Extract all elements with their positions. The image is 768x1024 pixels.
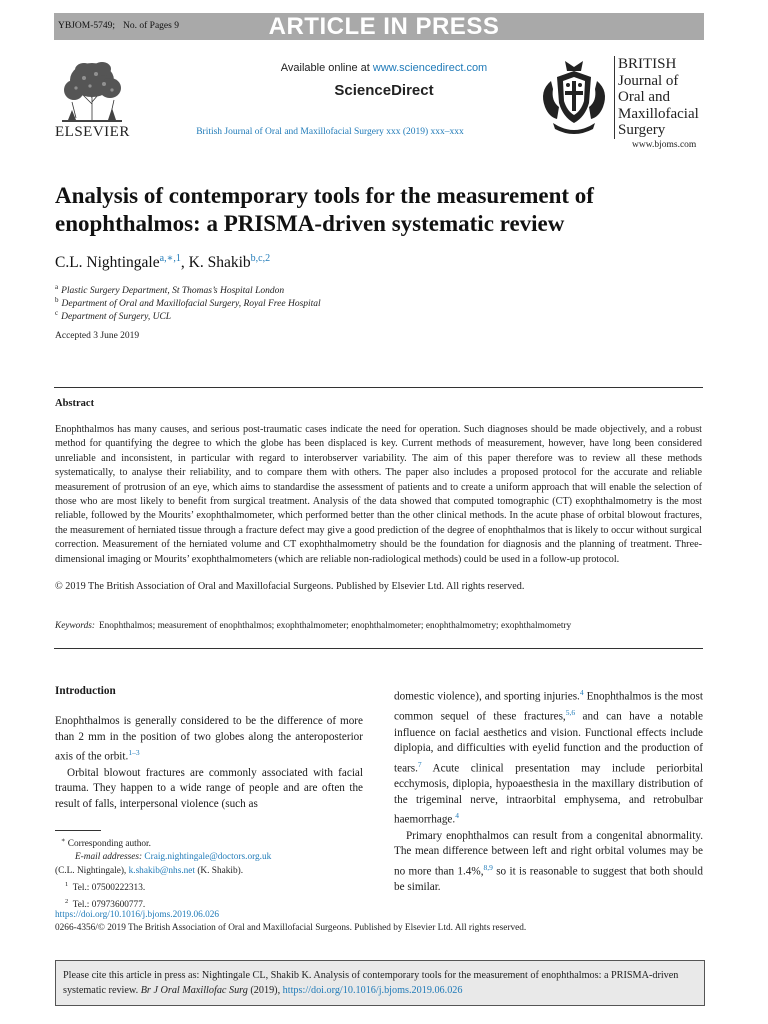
issn-copyright: 0266-4356/© 2019 The British Association of Oral and Maxillofacial Surgeons. Published by Elsevier Ltd. All rights reserved. [55, 923, 527, 933]
footnote-tel [55, 878, 375, 895]
footnote-emails-cont [55, 865, 375, 878]
footnote-corresponding [55, 834, 375, 851]
body-column-left [55, 714, 363, 812]
article-title: Analysis of contemporary tools for the measurement of enophthalmos: a PRISMA-driven systematic review [55, 183, 594, 236]
paragraph [394, 829, 703, 896]
keywords [55, 621, 705, 631]
manuscript-id: YBJOM-5749; [58, 21, 116, 31]
citation-ref[interactable]: 7 [417, 759, 422, 769]
paragraph-text: Primary enophthalmos can result from a congenital abnormality. The mean difference between left and right orbital volumes may be no more than 1.4%, [394, 829, 703, 878]
cite-prefix: Please cite this article in press as: Nightingale CL, Shakib K. Analysis of contemporary tools for the measurement of enophthalmos: a PRISMA-driven systematic review. [63, 970, 679, 996]
paragraph [55, 714, 363, 766]
citation-ref[interactable]: 4 [579, 688, 584, 697]
paragraph-text: so it is reasonable to suggest that both should be similar. [394, 865, 703, 894]
footnote-mark: 2 [65, 898, 69, 905]
footnote-mark: ∗ [61, 837, 66, 844]
footnote-text: Tel.: 07973600777. [72, 900, 146, 911]
page-count: No. of Pages 9 [123, 21, 179, 31]
section-heading-introduction: Introduction [55, 685, 116, 697]
email-owner: (C.L. Nightingale), [55, 865, 127, 876]
cite-this-article-text [63, 969, 699, 998]
author-name: C.L. Nightingale [55, 254, 160, 272]
journal-name-line: Oral and [618, 89, 671, 105]
journal-name-line: Surgery [618, 122, 666, 138]
footnote-rule [55, 830, 101, 831]
divider [54, 387, 703, 388]
journal-name-line: Maxillofacial [618, 105, 699, 122]
cite-journal: Br J Oral Maxillofac Surg [140, 984, 248, 996]
email-link[interactable]: k.shakib@nhs.net [128, 865, 195, 876]
banner-title: ARTICLE IN PRESS [268, 13, 500, 40]
email-label: E-mail addresses: [75, 852, 143, 863]
accepted-date: Accepted 3 June 2019 [55, 331, 140, 341]
divider [54, 648, 703, 649]
citation-ref[interactable]: 4 [455, 811, 459, 821]
journal-name-line: Journal of [618, 72, 679, 89]
bjoms-crest-logo [537, 57, 611, 137]
affiliation-mark: c [55, 309, 59, 317]
paragraph-text: Enophthalmos is the most common sequel of these fractures, [394, 690, 703, 724]
citation-ref[interactable]: 8,9 [483, 862, 493, 872]
sciencedirect-link[interactable]: www.sciencedirect.com [372, 62, 488, 74]
author-affiliation-marks[interactable]: b,c,2 [250, 253, 271, 264]
author-name: K. Shakib [188, 254, 251, 272]
paragraph-text: Acute clinical presentation may include periorbital ecchymosis, diplopia, hypoaesthesia in the maxillary distribution of the trigeminal nerve, intraorbital emphysema, and retrobulbar haemorrhage. [394, 762, 703, 827]
footnotes [55, 834, 375, 912]
paragraph-text: Enophthalmos is generally considered to be the difference of more than 2 mm in the position of two globes along the anteroposterior axis of the orbit. [55, 715, 363, 763]
journal-url: www.bjoms.com [632, 140, 697, 150]
footnote-emails [55, 851, 375, 864]
citation-ref[interactable]: 1–3 [128, 748, 140, 758]
abstract-copyright: © 2019 The British Association of Oral and Maxillofacial Surgeons. Published by Elsevier Ltd. All rights reserved. [55, 581, 525, 592]
author-separator: , [180, 254, 189, 272]
affiliation [55, 283, 284, 296]
affiliation [55, 296, 321, 309]
paragraph-text: domestic violence), and sporting injuries. [394, 690, 580, 703]
abstract-text: Enophthalmos has many causes, and serious post-traumatic cases indicate the need for operation. Such diagnoses should be made objectively, and a robust method for quantifying the degree to which the globe has been displaced is key. Current methods of measurement, however, have long been considered unreliable and inconsistent, in particular with regard to interobserver variability. The aim of this paper therefore was to review all these methods systematically, to analyse their reliability, and to compare them with others. The paper also includes a proposed protocol for the accurate and reliable measurement of protrusion of an eye, which aims to standardise the assessment of patients and to create a uniform approach that will enable the selection of those who are most likely to benefit from surgical treatment. Analysis of the data showed that computed tomographic (CT) exophthalmometry is the most reliable, followed by the Mourits’ exophthalmometer, which performed better than the other clinical methods. In the acute phase of orbital blowout fractures, the measurement of herniated tissue through a fracture defect may give a good prediction of the degree of enophthalmos that is likely to occur without surgical correction. Measurement of the herniated volume and CT exophthalmometry should be the foundation for diagnosis and the planning of treatment. Three-dimensional imaging or Mourits’ exophthalmometers (which are reliable non-radiological methods) could be used in a follow-up protocol. [55, 424, 702, 565]
cite-year: (2019), [250, 984, 281, 996]
sciencedirect-logo: ScienceDirect [334, 82, 434, 99]
paragraph: Orbital blowout fractures are commonly associated with facial trauma. They happen to a wide range of people and are often the result of falls, interpersonal violence (such as [55, 766, 363, 810]
footnote-text: Corresponding author. [67, 839, 151, 850]
affiliation-text: Department of Surgery, UCL [61, 312, 172, 323]
cite-doi-link[interactable]: https://doi.org/10.1016/j.bjoms.2019.06.026 [282, 984, 463, 996]
email-link[interactable]: Craig.nightingale@doctors.org.uk [144, 852, 272, 863]
affiliation [55, 309, 171, 322]
citation-ref[interactable]: 5,6 [565, 708, 576, 718]
body-column-right [394, 685, 703, 896]
available-online-label: Available online at [280, 62, 370, 74]
elsevier-wordmark: ELSEVIER [55, 124, 130, 140]
doi-link[interactable]: https://doi.org/10.1016/j.bjoms.2019.06.026 [55, 910, 220, 920]
paragraph-text: and can have a notable influence on facial aesthetics and vision. Functional effects include diplopia, and difficulties with eyelid function and the production of tears. [394, 711, 703, 775]
journal-reference-text: British Journal of Oral and Maxillofacial Surgery xxx (2019) xxx–xxx [196, 127, 464, 137]
footnote-mark: 1 [65, 880, 69, 888]
author-list [55, 253, 270, 272]
email-owner: (K. Shakib). [197, 865, 244, 876]
affiliation-mark: b [55, 296, 59, 304]
manuscript-info [58, 21, 187, 31]
keywords-text: Enophthalmos; measurement of enophthalmos; exophthalmometer; enophthalmometer; enophthalmometry; exophthalmometry [98, 621, 572, 631]
author-affiliation-marks[interactable]: a,∗,1 [159, 253, 181, 264]
affiliation-text: Plastic Surgery Department, St Thomas’s Hospital London [61, 286, 285, 297]
affiliation-text: Department of Oral and Maxillofacial Surgery, Royal Free Hospital [61, 299, 321, 310]
affiliation-mark: a [55, 283, 59, 291]
keywords-label: Keywords: [55, 621, 95, 631]
journal-name-line: BRITISH [618, 56, 677, 72]
footnote-text: Tel.: 07500222313. [72, 882, 146, 893]
bjoms-journal-name [614, 56, 699, 139]
abstract-heading: Abstract [55, 398, 95, 409]
paragraph [394, 685, 703, 829]
